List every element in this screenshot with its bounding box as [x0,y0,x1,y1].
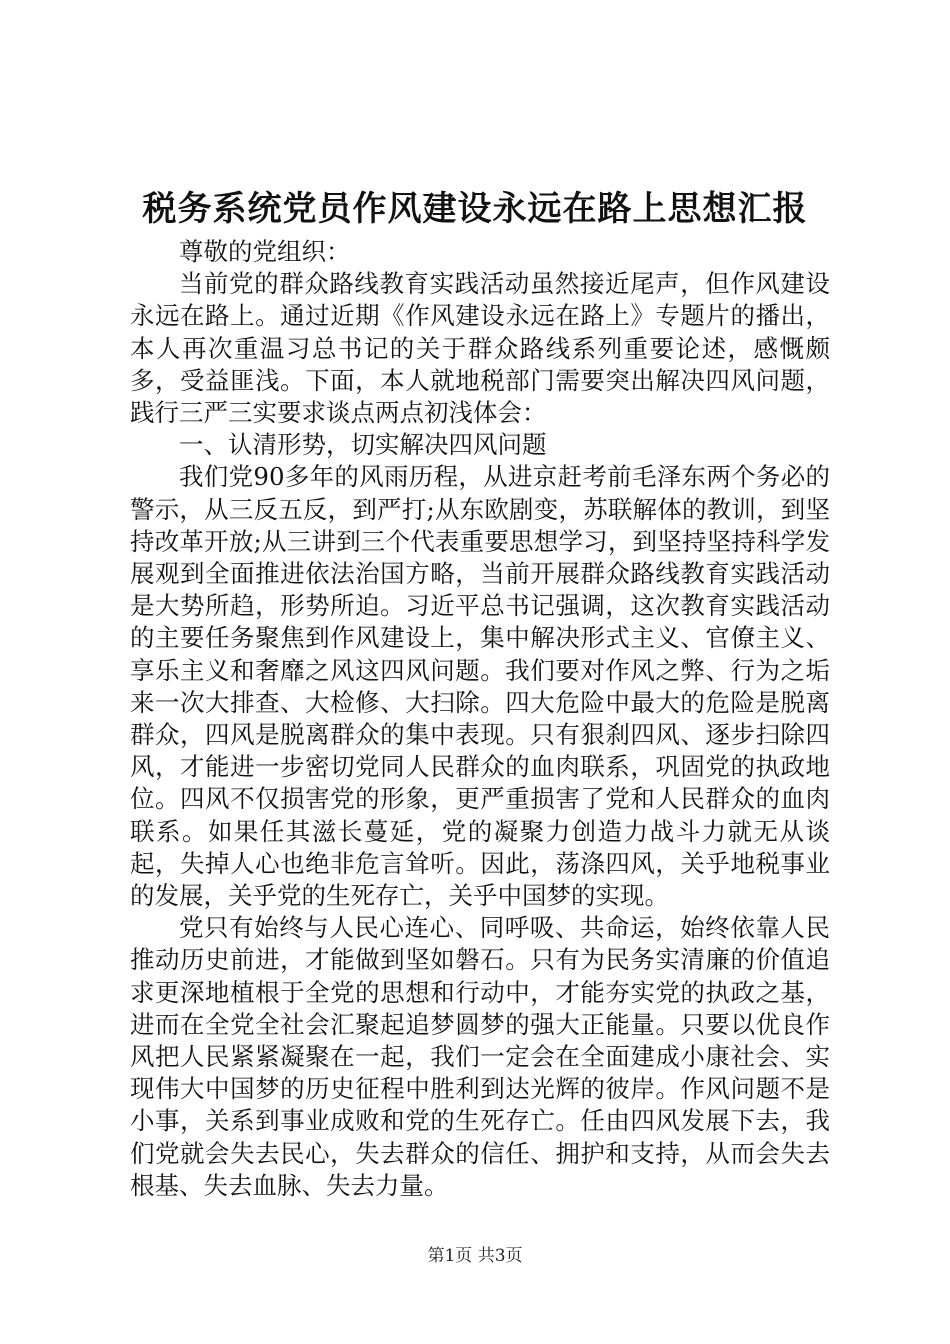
page-footer: 第1页 共3页 [427,1246,523,1266]
section-heading: 一、认清形势，切实解决四风问题 [179,430,547,460]
document-body [130,236,830,1202]
paragraph-intro: 当前党的群众路线教育实践活动虽然接近尾声，但作风建设永远在路上。通过近期《作风建设永远在路上》专题片的播出，本人再次重温习总书记的关于群众路线系列重要论述，感慨颇多，受益匪浅。下面，本人就地税部门需要突出解决四风问题，践行三严三实要求谈点两点初浅体会： [130,269,830,428]
document-title: 税务系统党员作风建设永远在路上思想汇报 [142,189,808,229]
paragraph-people: 党只有始终与人民心连心、同呼吸、共命运，始终依靠人民推动历史前进，才能做到坚如磐石。只有为民务实清廉的价值追求更深地植根于全党的思想和行动中，才能夯实党的执政之基，进而在全党全社会汇聚起追梦圆梦的强大正能量。只要以优良作风把人民紧紧凝聚在一起，我们一定会在全面建成小康社会、实现伟大中国梦的历史征程中胜利到达光辉的彼岸。作风问题不是小事，关系到事业成败和党的生死存亡。任由四风发展下去，我们党就会失去民心，失去群众的信任、拥护和支持，从而会失去根基、失去血脉、失去力量。 [130,913,830,1200]
paragraph-history: 我们党90多年的风雨历程，从进京赶考前毛泽东两个务必的警示，从三反五反，到严打;从东欧剧变，苏联解体的教训，到坚持改革开放;从三讲到三个代表重要思想学习，到坚持坚持科学发展观到全面推进依法治国方略，当前开展群众路线教育实践活动是大势所趋，形势所迫。习近平总书记强调，这次教育实践活动的主要任务聚焦到作风建设上，集中解决形式主义、官僚主义、享乐主义和奢靡之风这四风问题。我们要对作风之弊、行为之垢来一次大排查、大检修、大扫除。四大危险中最大的危险是脱离群众，四风是脱离群众的集中表现。只有狠刹四风、逐步扫除四风，才能进一步密切党同人民群众的血肉联系，巩固党的执政地位。四风不仅损害党的形象，更严重损害了党和人民群众的血肉联系。如果任其滋长蔓延，党的凝聚力创造力战斗力就无从谈起，失掉人心也绝非危言耸听。因此，荡涤四风，关乎地税事业的发展，关乎党的生死存亡，关乎中国梦的实现。 [130,462,830,911]
salutation: 尊敬的党组织： [179,237,351,266]
